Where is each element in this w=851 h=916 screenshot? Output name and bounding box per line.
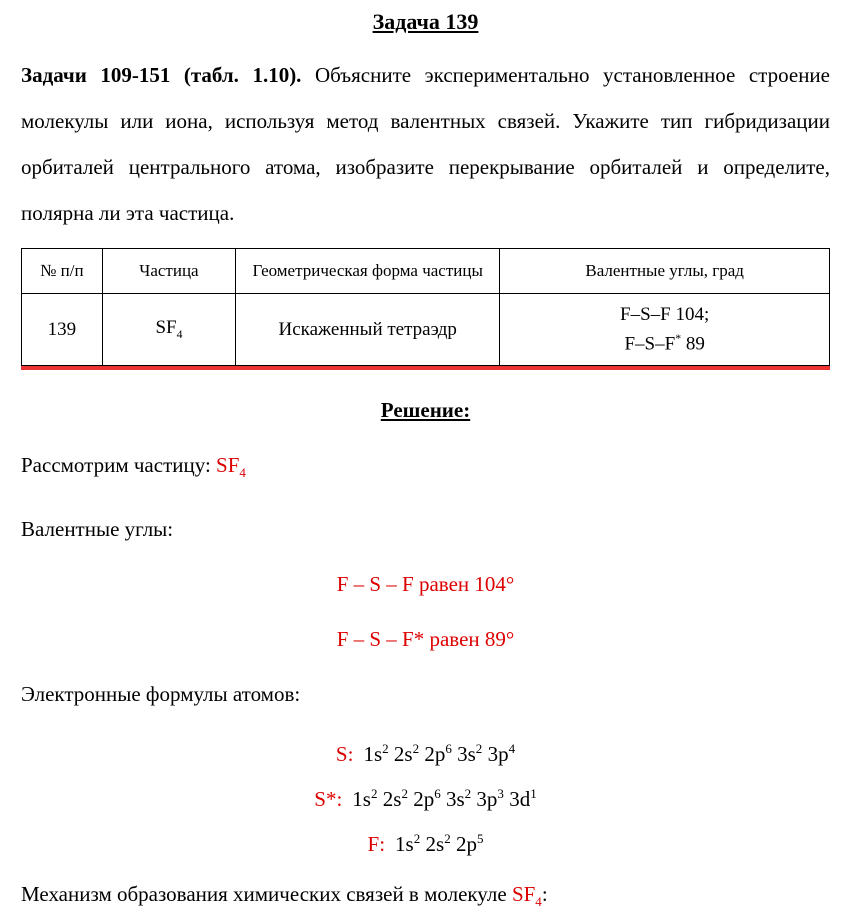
mechanism-colon: : [541,881,548,906]
angle-line-1: F–S–F 104; [620,304,710,325]
page-title: Задача 139 [372,9,479,34]
formula-line-sulfur [21,735,830,768]
formula-label-sulfur: S: [335,741,354,766]
angle-value-1: F – S – F равен 104° [336,571,515,596]
consider-label: Рассмотрим частицу: [21,453,217,478]
intro-body: Объясните экспериментально установленное строение молекулы или иона, используя метод валентных связей. Укажите тип гибридизации орбиталей центрального атома, изобразите перекрывание орбиталей и определите, полярна ли эта частица. [21,63,830,225]
consider-particle-line [21,451,830,487]
mechanism-label: Механизм образования химических связей в молекуле [21,881,512,906]
cell-valence-angles [500,294,830,366]
angle-value-2: F – S – F* равен 89° [336,626,515,651]
problems-table [21,248,830,366]
electron-formulas-label: Электронные формулы атомов: [21,681,301,706]
cell-problem-number: 139 [22,294,103,366]
header-cell-number: № п/п [22,249,103,294]
intro-paragraph [21,52,830,236]
cell-particle: $SF_4$ [102,294,235,366]
header-cell-shape: Геометрическая форма частицы [236,249,500,294]
formula-value-sulfur: $1s^2$ $2s^2$ $2p^6$ $3s^2$ $3p^4$ [363,740,516,766]
cell-shape: Искаженный тетраэдр [236,294,500,366]
formula-value-fluorine: $1s^2$ $2s^2$ $2p^5$ [395,830,484,856]
formula-value-sulfur-excited: $1s^2$ $2s^2$ $2p^6$ $3s^2$ $3p^3$ $3d^1$ [352,785,537,811]
solution-heading: Решение: [380,398,471,423]
header-cell-angles: Валентные углы, град [500,249,830,294]
angle-line-2: F–S–F* 89 [624,332,705,355]
mechanism-particle: $SF_4$ [511,881,542,909]
table-header-row [22,249,830,294]
formula-line-sulfur-excited [21,780,830,813]
valence-angles-label: Валентные углы: [21,516,174,541]
formula-line-fluorine [21,825,830,858]
header-cell-particle: Частица [102,249,235,294]
formula-label-sulfur-excited: S*: [314,786,343,811]
particle-formula: $SF_4$ [216,453,246,481]
table-red-divider [21,366,830,370]
table-data-row [22,294,830,366]
intro-lead: Задачи 109-151 (табл. 1.10). [21,63,302,87]
formula-label-fluorine: F: [367,831,386,856]
mechanism-line [21,880,830,916]
